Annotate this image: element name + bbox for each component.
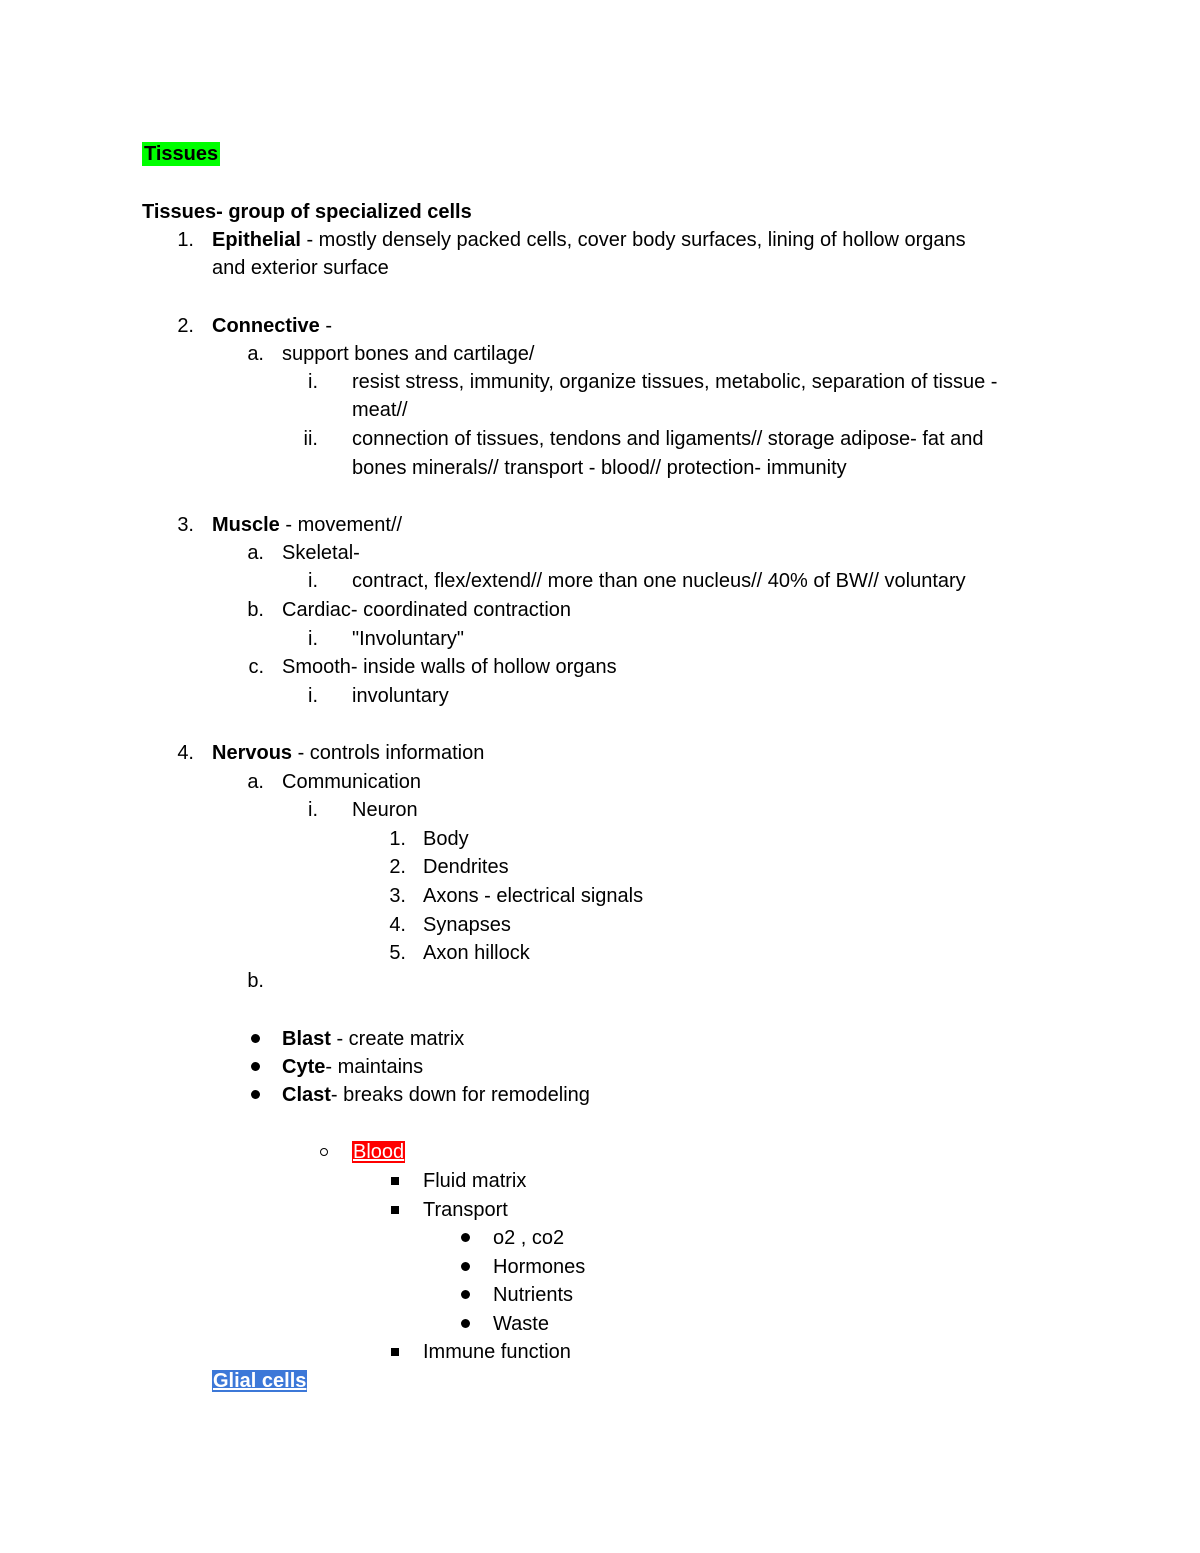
list-number-4: 4. <box>177 742 194 764</box>
nervous-term: Nervous <box>212 742 293 764</box>
epithelial-desc: - mostly densely packed cells, cover body surfaces, lining of hollow organs <box>300 229 966 251</box>
muscle-desc: - movement// <box>279 514 403 536</box>
transport-item: Hormones <box>493 1256 586 1278</box>
square-bullet-icon <box>391 1177 399 1185</box>
list-letter-c: c. <box>248 656 264 678</box>
connective-desc: - <box>319 315 333 337</box>
muscle-skeletal: Skeletal- <box>282 542 360 564</box>
cell-blast <box>282 1027 464 1051</box>
connective-a-i-cont: meat// <box>352 399 408 421</box>
neuron-part: Axon hillock <box>423 942 530 964</box>
muscle-skeletal-i: contract, flex/extend// more than one nucleus// 40% of BW// voluntary <box>352 570 966 592</box>
bullet-icon <box>461 1233 470 1242</box>
list-roman-i: i. <box>308 628 318 650</box>
cyte-desc: - maintains <box>325 1056 424 1078</box>
transport-item: Nutrients <box>493 1284 574 1306</box>
list-number-3: 3. <box>177 514 194 536</box>
bullet-icon <box>461 1290 470 1299</box>
muscle-smooth-i: involuntary <box>352 685 449 707</box>
neuron-part: Axons - electrical signals <box>423 885 644 907</box>
blood-link[interactable] <box>352 1140 405 1164</box>
connective-term: Connective <box>212 315 320 337</box>
blood-transport: Transport <box>423 1199 508 1221</box>
muscle-cardiac-i: "Involuntary" <box>352 628 465 650</box>
bullet-icon <box>461 1262 470 1271</box>
glial-link[interactable] <box>212 1369 307 1393</box>
list-number-1: 1. <box>177 229 194 251</box>
square-bullet-icon <box>391 1348 399 1356</box>
blast-term: Blast <box>282 1028 331 1050</box>
list-letter-a: a. <box>247 771 264 793</box>
list-roman-i: i. <box>308 570 318 592</box>
neuron-part-number: 4. <box>389 914 406 936</box>
connective-item <box>212 314 332 338</box>
section-heading: Tissues- group of specialized cells <box>142 201 472 223</box>
list-roman-ii: ii. <box>303 428 318 450</box>
epithelial-term: Epithelial <box>212 229 301 251</box>
blood-fluid: Fluid matrix <box>423 1170 527 1192</box>
neuron-part-number: 3. <box>389 885 406 907</box>
muscle-item <box>212 513 402 537</box>
connective-a-ii: connection of tissues, tendons and ligaments// storage adipose- fat and <box>352 428 984 450</box>
list-roman-i: i. <box>308 371 318 393</box>
bullet-icon <box>461 1319 470 1328</box>
connective-a-ii-cont: bones minerals// transport - blood// protection- immunity <box>352 457 847 479</box>
nervous-desc: - controls information <box>292 742 485 764</box>
list-number-2: 2. <box>177 315 194 337</box>
blast-desc: - create matrix <box>330 1028 465 1050</box>
neuron-part: Synapses <box>423 914 511 936</box>
bullet-icon <box>251 1062 260 1071</box>
cell-cyte <box>282 1055 423 1079</box>
neuron-part-number: 2. <box>389 856 406 878</box>
transport-item: o2 , co2 <box>493 1227 565 1249</box>
nervous-communication: Communication <box>282 771 421 793</box>
muscle-smooth: Smooth- inside walls of hollow organs <box>282 656 617 678</box>
blood-label[interactable]: Blood <box>353 1141 405 1163</box>
nervous-item <box>212 741 484 765</box>
list-letter-a: a. <box>247 343 264 365</box>
neuron-part: Body <box>423 828 469 850</box>
transport-item: Waste <box>493 1313 549 1335</box>
list-letter-b: b. <box>247 970 264 992</box>
epithelial-item <box>212 228 966 252</box>
clast-term: Clast <box>282 1084 331 1106</box>
cell-clast <box>282 1083 590 1107</box>
glial-label[interactable]: Glial cells <box>213 1370 307 1392</box>
blood-immune: Immune function <box>423 1341 571 1363</box>
list-roman-i: i. <box>308 685 318 707</box>
neuron-part-number: 5. <box>389 942 406 964</box>
clast-desc: - breaks down for remodeling <box>330 1084 590 1106</box>
muscle-cardiac: Cardiac- coordinated contraction <box>282 599 572 621</box>
neuron-part-number: 1. <box>389 828 406 850</box>
nervous-neuron: Neuron <box>352 799 418 821</box>
cyte-term: Cyte <box>282 1056 326 1078</box>
document-title <box>142 142 220 166</box>
bullet-icon <box>251 1034 260 1043</box>
list-letter-a: a. <box>247 542 264 564</box>
bullet-icon <box>251 1090 260 1099</box>
list-roman-i: i. <box>308 799 318 821</box>
epithelial-desc-cont: and exterior surface <box>212 257 389 279</box>
hollow-bullet-icon <box>320 1148 328 1156</box>
square-bullet-icon <box>391 1206 399 1214</box>
list-letter-b: b. <box>247 599 264 621</box>
connective-a-i: resist stress, immunity, organize tissues, metabolic, separation of tissue - <box>352 371 998 393</box>
connective-a: support bones and cartilage/ <box>282 343 535 365</box>
title-highlight: Tissues <box>144 143 219 165</box>
neuron-part: Dendrites <box>423 856 509 878</box>
muscle-term: Muscle <box>212 514 280 536</box>
